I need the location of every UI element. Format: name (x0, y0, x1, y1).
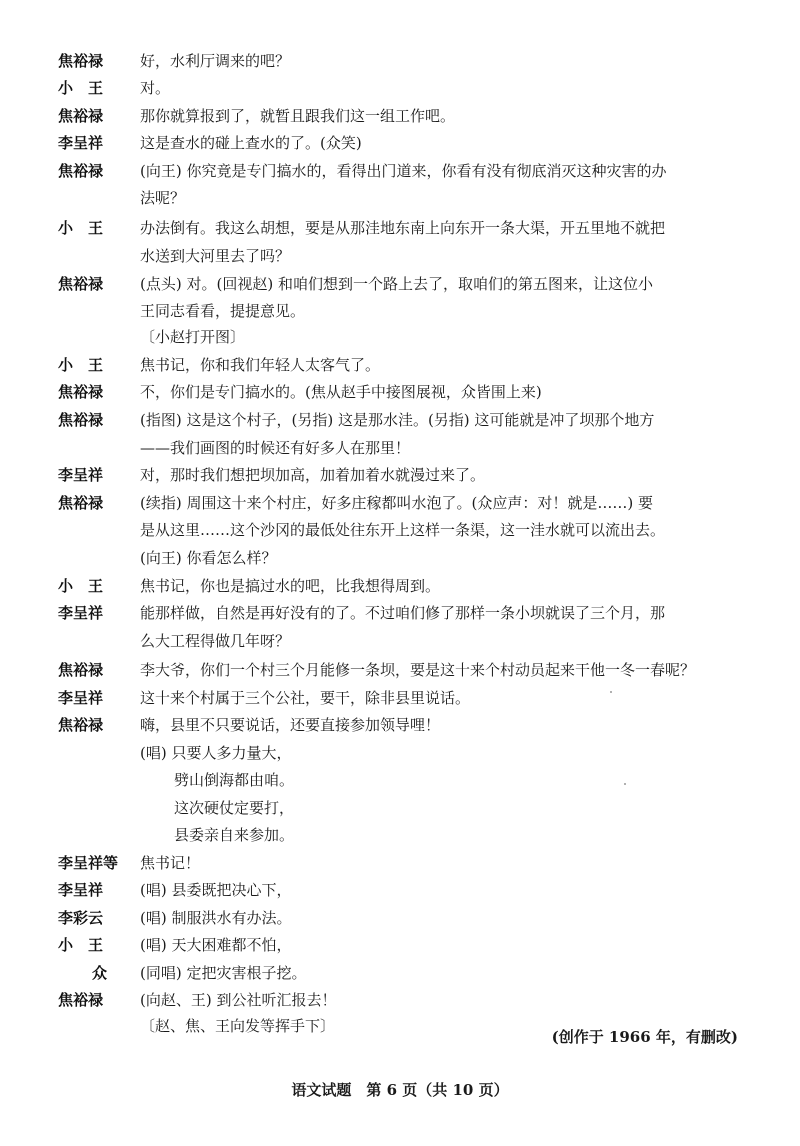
dialogue-text: 这是查水的碰上查水的了。(众笑) (140, 134, 362, 152)
dialogue-text: 焦书记，你和我们年轻人太客气了。 (140, 356, 381, 374)
speaker-name: 焦裕禄 (58, 275, 104, 293)
speaker-name: 焦裕禄 (58, 107, 104, 125)
dialogue-text: 好，水利厅调来的吧？ (140, 52, 291, 70)
source-note: (创作于 1966 年，有删改) (551, 1028, 738, 1046)
speaker-name: 李呈祥 (58, 134, 104, 152)
dialogue-line (0, 544, 800, 572)
dialogue-text: ——我们画图的时候还有好多人在那里！ (140, 439, 411, 457)
speaker-name: 李呈祥 (58, 604, 104, 622)
dialogue-line (0, 959, 800, 987)
dialogue-text: (向赵、王) 到公社听汇报去！ (140, 991, 337, 1009)
speaker-name: 焦裕禄 (58, 716, 104, 734)
dialogue-text: 焦书记，你也是搞过水的吧，比我想得周到。 (140, 577, 441, 595)
dialogue-line (0, 157, 800, 185)
stage-direction (0, 323, 800, 351)
dialogue-text: 么大工程得做几年呀？ (140, 632, 291, 650)
speaker-name: 众 (92, 964, 108, 982)
dialogue-line (0, 378, 800, 406)
dialogue-line (0, 47, 800, 75)
dialogue-line (0, 599, 800, 627)
speaker-name: 焦裕禄 (58, 991, 104, 1009)
dialogue-line (0, 931, 800, 959)
dialogue-line (0, 489, 800, 517)
dialogue-text: 对，那时我们想把坝加高，加着加着水就漫过来了。 (140, 466, 486, 484)
dialogue-line (0, 74, 800, 102)
dialogue-line (0, 684, 800, 712)
song-line (0, 821, 800, 849)
dialogue-text: (指图) 这是这个村子，(另指) 这是那水洼。(另指) 这可能就是冲了坝那个地方 (140, 411, 655, 429)
dialogue-text: (续指) 周围这十来个村庄，好多庄稼都叫水泡了。(众应声：对！就是……) 要 (140, 494, 653, 512)
speaker-name: 小 王 (58, 577, 104, 595)
dialogue-line (0, 297, 800, 325)
song-line (0, 739, 800, 767)
dialogue-line (0, 434, 800, 462)
dialogue-line (0, 461, 800, 489)
dialogue-line (0, 876, 800, 904)
speaker-name: 小 王 (58, 219, 104, 237)
dialogue-text: 王同志看看，提提意见。 (140, 302, 306, 320)
dialogue-line (0, 184, 800, 212)
dialogue-text: (向王) 你究竟是专门搞水的，看得出门道来，你看有没有彻底消灭这种灾害的办 (140, 162, 667, 180)
dialogue-line (0, 986, 800, 1014)
dialogue-line (0, 406, 800, 434)
dialogue-line (0, 351, 800, 379)
dialogue-line (0, 516, 800, 544)
speaker-name: 焦裕禄 (58, 162, 104, 180)
dialogue-text: 嗨，县里不只要说话，还要直接参加领导哩！ (140, 716, 441, 734)
speaker-name: 焦裕禄 (58, 411, 104, 429)
page-footer: 语文试题 第 6 页（共 10 页） (291, 1081, 509, 1099)
speaker-name: 焦裕禄 (58, 494, 104, 512)
song-text: 劈山倒海都由咱。 (174, 771, 295, 789)
scan-speck (610, 691, 612, 693)
dialogue-text: 李大爷，你们一个村三个月能修一条坝，要是这十来个村动员起来干他一冬一春呢？ (140, 661, 696, 679)
dialogue-line (0, 711, 800, 739)
dialogue-line (0, 102, 800, 130)
speaker-name: 小 王 (58, 79, 104, 97)
dialogue-line (0, 129, 800, 157)
dialogue-text: (唱) 天大困难都不怕， (140, 936, 292, 954)
speaker-name: 李彩云 (58, 909, 104, 927)
dialogue-text: (同唱) 定把灾害根子挖。 (140, 964, 307, 982)
dialogue-text: (向王) 你看怎么样？ (140, 549, 277, 567)
dialogue-text: 那你就算报到了，就暂且跟我们这一组工作吧。 (140, 107, 456, 125)
speaker-name: 小 王 (58, 936, 104, 954)
speaker-name: 李呈祥 (58, 689, 104, 707)
dialogue-text: 法呢？ (140, 189, 186, 207)
dialogue-text: 焦书记！ (140, 854, 201, 872)
song-text: 这次硬仗定要打， (174, 799, 295, 817)
speaker-name: 小 王 (58, 356, 104, 374)
dialogue-text: (唱) 县委既把决心下， (140, 881, 292, 899)
song-line (0, 766, 800, 794)
song-line (0, 794, 800, 822)
speaker-name: 李呈祥 (58, 881, 104, 899)
speaker-name: 焦裕禄 (58, 52, 104, 70)
song-text: 县委亲自来参加。 (174, 826, 295, 844)
dialogue-text: 这十来个村属于三个公社，要干，除非县里说话。 (140, 689, 471, 707)
dialogue-line (0, 214, 800, 242)
song-text: (唱) 只要人多力量大， (140, 744, 292, 762)
scan-speck (624, 783, 626, 785)
dialogue-line (0, 270, 800, 298)
dialogue-line (0, 242, 800, 270)
dialogue-text: 水送到大河里去了吗？ (140, 247, 291, 265)
speaker-name: 焦裕禄 (58, 661, 104, 679)
dialogue-text: 对。 (140, 79, 171, 97)
dialogue-text: 不，你们是专门搞水的。(焦从赵手中接图展视，众皆围上来) (140, 383, 542, 401)
dialogue-text: 是从这里……这个沙冈的最低处往东开上这样一条渠，这一洼水就可以流出去。 (140, 521, 666, 539)
dialogue-text: (唱) 制服洪水有办法。 (140, 909, 292, 927)
dialogue-text: 〔赵、焦、王向发等挥手下〕 (140, 1017, 336, 1035)
dialogue-text: 能那样做，自然是再好没有的了。不过咱们修了那样一条小坝就误了三个月，那 (140, 604, 666, 622)
dialogue-line (0, 904, 800, 932)
speaker-name: 李呈祥等 (58, 854, 119, 872)
dialogue-line (0, 656, 800, 684)
speaker-name: 焦裕禄 (58, 383, 104, 401)
dialogue-line (0, 627, 800, 655)
dialogue-text: 〔小赵打开图〕 (140, 328, 246, 346)
dialogue-line (0, 572, 800, 600)
dialogue-text: (点头) 对。(回视赵) 和咱们想到一个路上去了，取咱们的第五图来，让这位小 (140, 275, 653, 293)
dialogue-line (0, 849, 800, 877)
speaker-name: 李呈祥 (58, 466, 104, 484)
dialogue-text: 办法倒有。我这么胡想，要是从那洼地东南上向东开一条大渠，开五里地不就把 (140, 219, 666, 237)
